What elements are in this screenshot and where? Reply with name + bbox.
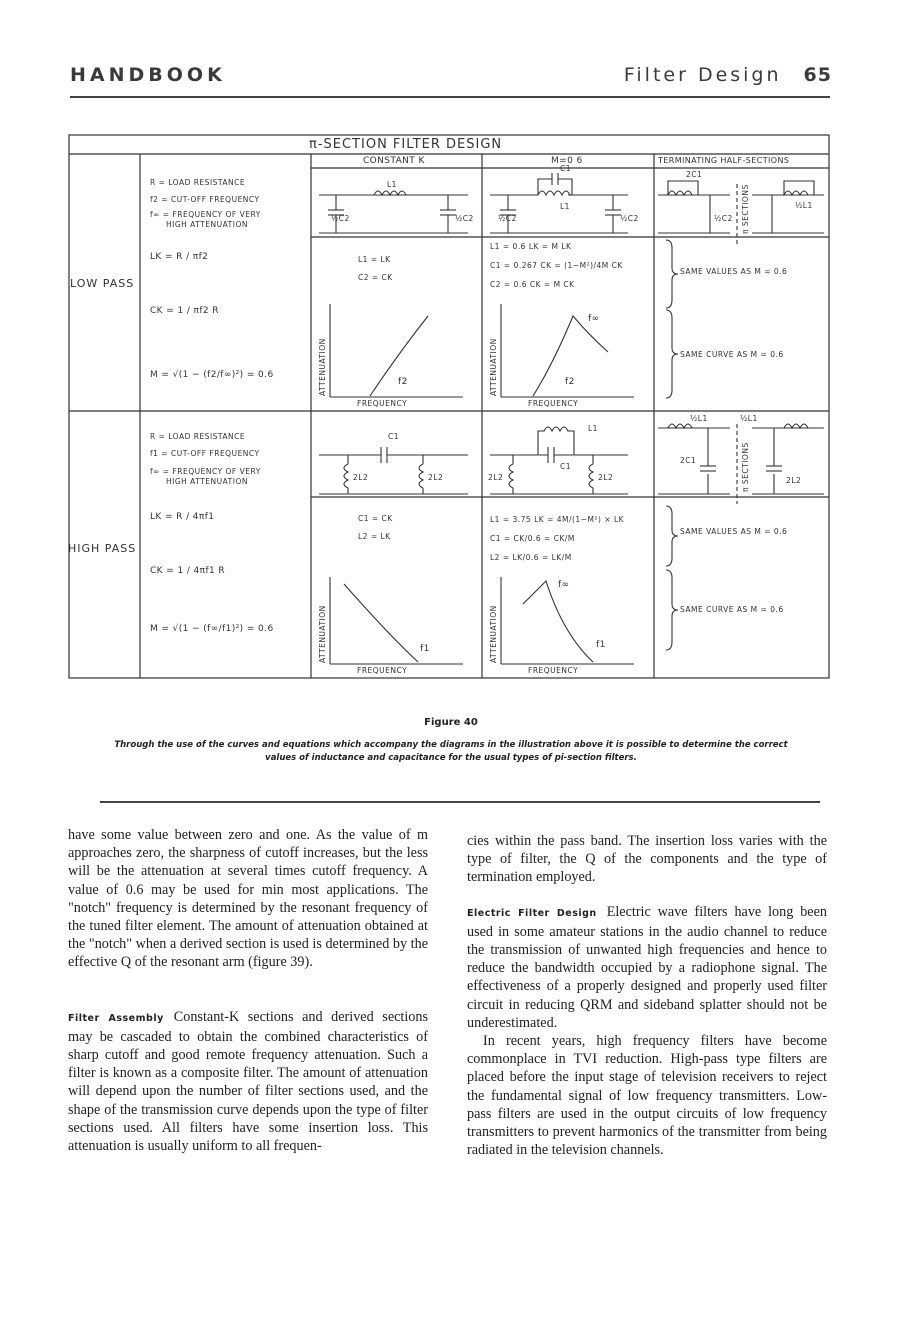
low-brace-curve: SAME CURVE AS M = 0.6: [680, 350, 784, 359]
high-m-2l2a: 2L2: [488, 473, 504, 482]
low-def-high-att: HIGH ATTENUATION: [166, 220, 248, 229]
low-ck-axis-x: FREQUENCY: [357, 399, 408, 408]
high-half-l1a: ½L1: [690, 414, 708, 423]
running-head-left: HANDBOOK: [70, 64, 226, 86]
high-ck-axis-x: FREQUENCY: [357, 666, 408, 675]
paragraph-filter-assembly: [68, 1008, 428, 1156]
low-m-derived-circuit: [490, 173, 628, 233]
low-half-2c1: 2C1: [686, 170, 703, 179]
low-m-val-3: C2 = 0.6 CK = M CK: [490, 280, 575, 289]
high-m-axis-x: FREQUENCY: [528, 666, 579, 675]
low-m-axis-x: FREQUENCY: [528, 399, 579, 408]
paragraph: In recent years, high frequency filters have become commonplace in TVI reduction. High-pass type filters are placed before the input stage of television receivers to reject the fundamental signal of low frequency transmitters. Low-pass filters are used in the output circuits of low frequency transmitters to prevent harmonics of the transmitter from being radiated in the television channels.: [467, 1033, 827, 1159]
braces: [666, 240, 678, 650]
high-def-high-att: HIGH ATTENUATION: [166, 477, 248, 486]
paragraph: cies within the pass band. The insertion loss varies with the type of filter, the Q of the components and the type of termination employed.: [467, 833, 827, 886]
high-ck-2l2a: 2L2: [353, 473, 369, 482]
page-number: 65: [803, 64, 832, 86]
figure-table-title: π-SECTION FILTER DESIGN: [309, 137, 503, 152]
low-constant-k-circuit: [319, 191, 468, 233]
high-def-f1: f1 = CUT-OFF FREQUENCY: [150, 449, 260, 458]
col-head-half-sections: TERMINATING HALF-SECTIONS: [658, 156, 790, 165]
figure-caption-title: Figure 40: [424, 717, 478, 728]
low-lk-formula: LK = R / πf2: [150, 252, 209, 262]
low-m-finf: f∞: [588, 314, 600, 324]
high-half-pi-sections: π SECTIONS: [741, 442, 750, 492]
header-rule: [70, 96, 830, 98]
low-m-l1: L1: [560, 202, 570, 211]
figure-40: [68, 134, 830, 679]
high-m-c1: C1: [560, 462, 572, 471]
low-m-formula: M = √(1 − (f2/f∞)²) = 0.6: [150, 370, 274, 380]
high-brace-values: SAME VALUES AS M = 0.6: [680, 527, 788, 536]
low-half-l1: ½L1: [795, 201, 813, 210]
row-label-low-pass: LOW PASS: [70, 277, 135, 290]
running-head-right: [624, 64, 832, 86]
paragraph-text: Electric wave filters have long been used in some amateur stations in the audio channel to reduce the transmission of unwanted high frequencies and hence to reduce the bandwidth occupied by a radiophone signal. The effectiveness of a properly designed and properly used filter circuit in reducing QRM and sideband splatter should not be underestimated.: [467, 903, 827, 1031]
low-ck-c2b: ½C2: [455, 214, 474, 223]
low-def-f2: f2 = CUT-OFF FREQUENCY: [150, 195, 260, 204]
high-half-2c1: 2C1: [680, 456, 697, 465]
low-half-c2: ½C2: [714, 214, 733, 223]
high-half-2l2: 2L2: [786, 476, 802, 485]
high-half-l1b: ½L1: [740, 414, 758, 423]
high-ck-c1: C1: [388, 432, 400, 441]
text-column-right: [467, 832, 827, 1159]
low-m-c2b: ½C2: [620, 214, 639, 223]
high-m-l1: L1: [588, 424, 598, 433]
high-def-r: R = LOAD RESISTANCE: [150, 432, 246, 441]
low-half-pi-sections: π SECTIONS: [741, 184, 750, 234]
high-ck-axis-y: ATTENUATION: [318, 605, 327, 663]
low-def-finf: f∞ = FREQUENCY OF VERY: [150, 210, 261, 219]
high-lk-formula: LK = R / 4πf1: [150, 512, 215, 522]
low-ck-val-1: L1 = LK: [358, 255, 391, 264]
high-m-val-2: C1 = CK/0.6 = CK/M: [490, 534, 575, 543]
high-m-val-1: L1 = 3.75 LK = 4M/(1−M²) × LK: [490, 515, 625, 524]
low-ck-f2: f2: [398, 377, 408, 387]
run-in-heading: Filter Assembly: [68, 1012, 164, 1024]
low-m-val-2: C1 = 0.267 CK = (1−M²)/4M CK: [490, 261, 623, 270]
caption-rule: [100, 801, 820, 803]
high-def-finf: f∞ = FREQUENCY OF VERY: [150, 467, 261, 476]
col-head-m-derived: M=0 6: [551, 156, 583, 166]
low-m-axis-y: ATTENUATION: [489, 338, 498, 396]
high-ck-f1: f1: [420, 644, 430, 654]
col-head-constant-k: CONSTANT K: [363, 156, 425, 166]
low-m-f2: f2: [565, 377, 575, 387]
paragraph-text: Constant-K sections and derived sections may be cascaded to obtain the combined characteristics of sharp cutoff and good remote frequency attenuation. Such a filter is known as a composite filter. The amount of attenuation will depend upon the number of filter sections used, and the shape of the transmission curve depends upon the type of filter sections used. All filters have some insertion loss. This attenuation is usually uniform to all frequen-: [68, 1008, 429, 1155]
high-ck-val-2: L2 = LK: [358, 532, 391, 541]
high-m-finf: f∞: [558, 580, 570, 590]
low-m-val-1: L1 = 0.6 LK = M LK: [490, 242, 572, 251]
high-m-axis-y: ATTENUATION: [489, 605, 498, 663]
high-ck-formula: CK = 1 / 4πf1 R: [150, 566, 226, 576]
high-m-derived-circuit: [490, 427, 628, 494]
low-ck-axis-y: ATTENUATION: [318, 338, 327, 396]
figure-caption-body: Through the use of the curves and equations which accompany the diagrams in the illustration above it is possible to determine the correct values of inductance and capacitance for the usual types of pi-section filters.: [114, 740, 788, 763]
paragraph-electric-filter: [467, 903, 827, 1032]
high-m-f1: f1: [596, 640, 606, 650]
low-m-c2a: ½C2: [498, 214, 517, 223]
low-brace-values: SAME VALUES AS M = 0.6: [680, 267, 788, 276]
low-ck-val-2: C2 = CK: [358, 273, 393, 282]
low-ck-c2a: ½C2: [331, 214, 350, 223]
row-label-high-pass: HIGH PASS: [68, 542, 137, 555]
high-m-2l2b: 2L2: [598, 473, 614, 482]
low-ck-formula: CK = 1 / πf2 R: [150, 306, 219, 316]
run-in-heading: Electric Filter Design: [467, 907, 597, 919]
low-def-r: R = LOAD RESISTANCE: [150, 178, 246, 187]
high-constant-k-circuit: [319, 447, 468, 494]
high-m-val-3: L2 = LK/0.6 = LK/M: [490, 553, 572, 562]
paragraph: have some value between zero and one. As the value of m approaches zero, the sharpness of cutoff increases, but the less will be the attenuation at several times cutoff frequency. A value of 0.6 may be used for min most applications. The "notch" frequency is determined by the resonant frequency of the tuned filter element. The amount of attenuation obtained at the "notch" when a derived section is used is determined by the effective Q of the resonant arm (figure 39).: [68, 827, 428, 971]
low-ck-l1: L1: [387, 180, 397, 189]
high-ck-val-1: C1 = CK: [358, 514, 393, 523]
high-m-formula: M = √(1 − (f∞/f1)²) = 0.6: [150, 624, 274, 634]
high-brace-curve: SAME CURVE AS M = 0.6: [680, 605, 784, 614]
section-title: Filter Design: [623, 64, 782, 86]
text-column-left: [68, 826, 428, 1155]
low-m-c1: C1: [560, 164, 572, 173]
high-ck-2l2b: 2L2: [428, 473, 444, 482]
